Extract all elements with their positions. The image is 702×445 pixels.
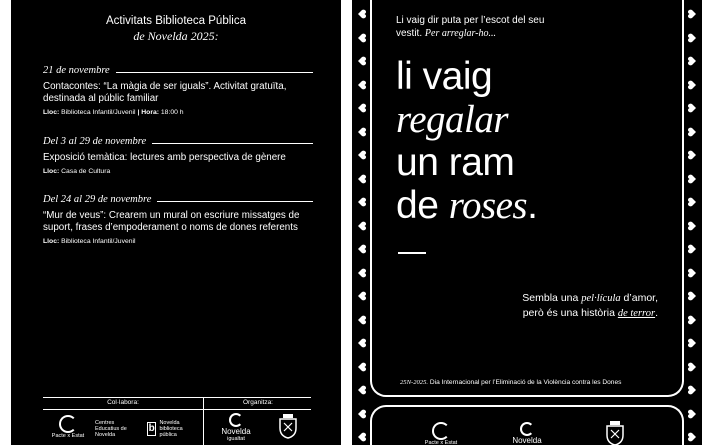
- event-date: Del 24 al 29 de novembre: [43, 194, 313, 205]
- event-1: [43, 65, 313, 116]
- footer-caption: 25N-2025. Dia Internacional per l’Eliminació de la Violència contra les Dones: [400, 379, 622, 386]
- escut-logo: [273, 413, 303, 439]
- heart-icon: [357, 267, 367, 279]
- headline-line-1: li vaig: [396, 55, 493, 98]
- heart-strip-right: [685, 0, 699, 445]
- heart-icon: [357, 102, 367, 114]
- escut-logo-right: [600, 420, 630, 445]
- heart-icon: [357, 337, 367, 349]
- pacte-logo: Pacte x Estat: [51, 415, 85, 439]
- heart-icon: [687, 79, 697, 91]
- heart-icon: [687, 8, 697, 20]
- poster-heading: [11, 14, 341, 44]
- novelda-ring-icon: [520, 422, 534, 436]
- heart-icon: [357, 384, 367, 396]
- event-date: Del 3 al 29 de novembre: [43, 136, 313, 147]
- heart-icon: [687, 55, 697, 67]
- event-place: Lloc: Casa de Cultura: [43, 168, 111, 175]
- novelda-logo: Novelda igualtat: [216, 413, 256, 442]
- headline-line-3: un ram: [396, 141, 515, 184]
- heart-icon: [687, 290, 697, 302]
- heading-line-1: Activitats Biblioteca Pública: [106, 15, 246, 27]
- heart-icon: [687, 408, 697, 420]
- heart-icon: [357, 79, 367, 91]
- event-place: Lloc: Biblioteca Infantil/Juvenil | Hora: 18:00 h: [43, 109, 184, 116]
- headline-line-2: regalar: [396, 98, 509, 141]
- event-3: [43, 194, 313, 245]
- heart-icon: [687, 220, 697, 232]
- footer-mid-rule: [43, 409, 311, 410]
- heart-icon: [357, 361, 367, 373]
- heart-icon: [357, 290, 367, 302]
- event-title: “Mur de veus”: Crearem un mural on escriure missatges de suport, frases d’empoderament o noms de dones referents: [43, 210, 300, 233]
- heart-icon: [687, 431, 697, 443]
- heart-icon: [687, 314, 697, 326]
- heart-icon: [687, 32, 697, 44]
- novelda-logo-right: Novelda: [507, 422, 547, 445]
- heart-icon: [357, 173, 367, 185]
- event-2: [43, 136, 313, 175]
- heart-icon: [687, 267, 697, 279]
- headline-line-4: de roses.: [396, 184, 538, 227]
- coat-of-arms-icon: [277, 413, 299, 439]
- footer-top-rule: [43, 397, 311, 398]
- collabora-label: Col·labora:: [107, 399, 139, 406]
- tagline: Sembla una pel·lícula d’amor, però és una història de terror.: [522, 292, 658, 319]
- centres-logo: Centres Educatius de Novelda: [95, 420, 127, 438]
- event-title: Contacontes: “La màgia de ser iguals”. Activitat gratuïta, destinada al públic familiar: [43, 81, 287, 104]
- novelda-ring-icon: [229, 413, 243, 427]
- heart-icon: [357, 126, 367, 138]
- heart-icon: [687, 126, 697, 138]
- heart-icon: [357, 196, 367, 208]
- heart-icon: [687, 102, 697, 114]
- heart-strip-left: [355, 0, 369, 445]
- heart-icon: [357, 8, 367, 20]
- heart-icon: [687, 337, 697, 349]
- heart-icon: [357, 55, 367, 67]
- heart-icon: [357, 149, 367, 161]
- intro-text: Li vaig dir puta per l’escot del seu vestit. Per arreglar-ho...: [396, 15, 545, 39]
- heart-icon: [357, 408, 367, 420]
- event-date: 21 de novembre: [43, 65, 313, 76]
- heart-icon: [357, 32, 367, 44]
- heart-icon: [687, 243, 697, 255]
- heart-icon: [687, 173, 697, 185]
- headline: [396, 55, 537, 227]
- heart-icon: [357, 431, 367, 443]
- event-place: Lloc: Biblioteca Infantil/Juvenil: [43, 238, 136, 245]
- event-title: Exposició temàtica: lectures amb perspectiva de gènere: [43, 152, 286, 163]
- coat-of-arms-icon: [604, 420, 626, 445]
- biblioteca-b-icon: b: [148, 423, 155, 434]
- heart-icon: [357, 220, 367, 232]
- pacte-ring-icon: [432, 422, 450, 440]
- heart-icon: [687, 149, 697, 161]
- organitza-label: Organitza:: [243, 399, 273, 406]
- dash-divider: [398, 252, 426, 254]
- heart-icon: [687, 196, 697, 208]
- pacte-ring-icon: [59, 415, 77, 433]
- heart-icon: [357, 314, 367, 326]
- heading-line-2: de Novelda 2025:: [133, 29, 219, 43]
- right-poster: [352, 0, 702, 445]
- pacte-logo-right: Pacte x Estat: [424, 422, 458, 445]
- biblioteca-logo: b Novelda biblioteca pública: [148, 420, 183, 438]
- heart-icon: [687, 361, 697, 373]
- heart-icon: [357, 243, 367, 255]
- left-poster: [9, 0, 343, 445]
- heart-icon: [687, 384, 697, 396]
